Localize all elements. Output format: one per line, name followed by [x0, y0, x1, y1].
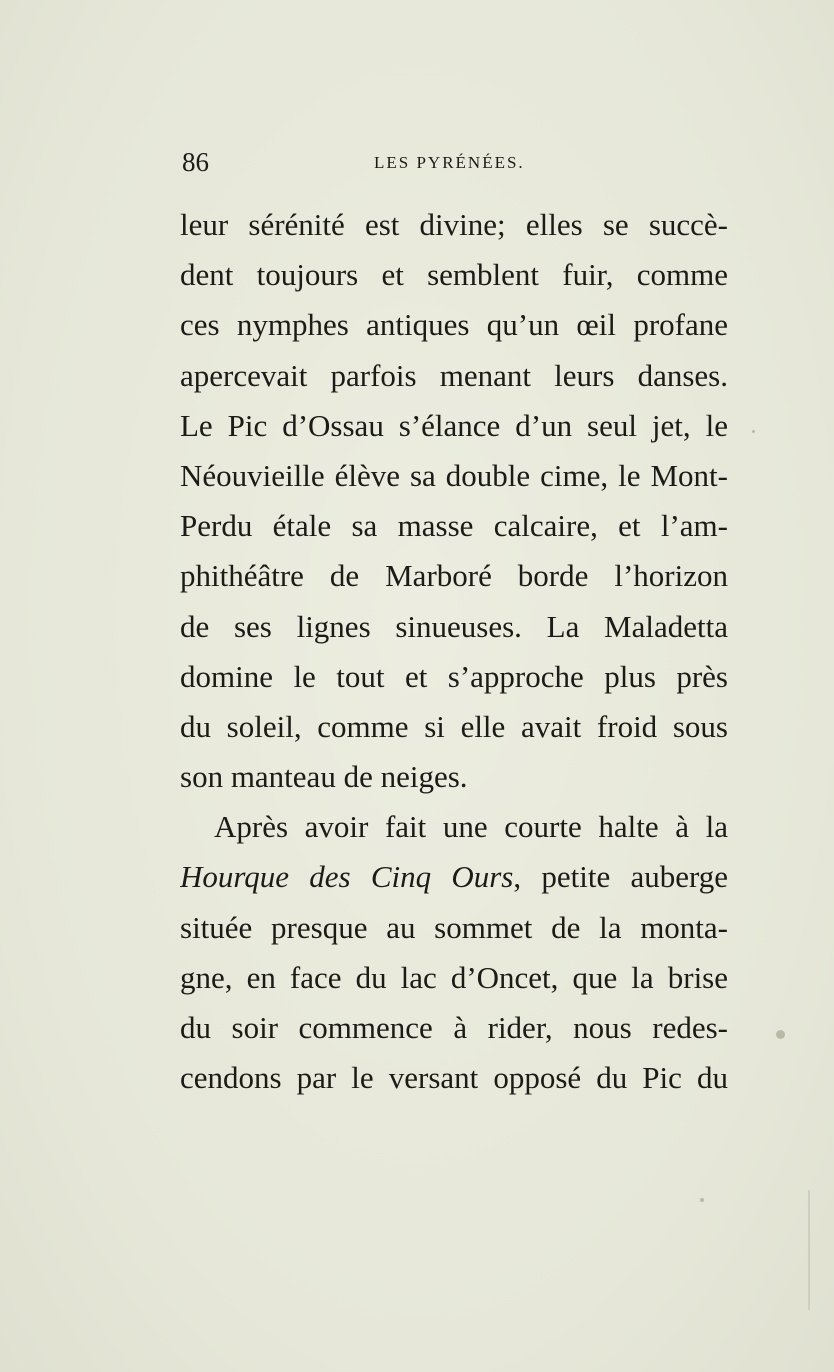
text-line: son manteau de neiges. — [180, 759, 468, 795]
running-title: LES PYRÉNÉES. — [374, 153, 525, 172]
page-number: 86 — [182, 147, 209, 177]
text-line: Le Pic d’Ossau s’élance d’un seul jet, le — [180, 407, 728, 443]
text-line: phithéâtre de Marboré borde l’horizon — [180, 558, 728, 594]
paper-speck — [776, 1030, 785, 1039]
text-line: du soleil, comme si elle avait froid sous — [180, 708, 728, 744]
text-line: cendons par le versant opposé du Pic du — [180, 1060, 728, 1096]
text-line: Néouvieille élève sa double cime, le Mont- — [180, 457, 728, 493]
text-line: Après avoir fait une courte halte à la — [214, 809, 728, 845]
paper-speck — [700, 1198, 704, 1202]
text-line: leur sérénité est divine; elles se succè- — [180, 207, 728, 242]
body-text — [180, 200, 728, 1103]
text-line: du soir commence à rider, nous redes- — [180, 1010, 728, 1045]
text-line: Perdu étale sa masse calcaire, et l’am- — [180, 508, 728, 544]
text-line: de ses lignes sinueuses. La Maladetta — [180, 608, 728, 644]
text-line: dent toujours et semblent fuir, comme — [180, 257, 728, 293]
text-line: ces nymphes antiques qu’un œil profane — [180, 307, 728, 343]
text-line: gne, en face du lac d’Oncet, que la brise — [180, 959, 728, 995]
text-line: domine le tout et s’approche plus près — [180, 658, 728, 694]
text-line — [180, 852, 728, 902]
paper-speck — [752, 430, 755, 433]
paper-edge-mark — [808, 1190, 810, 1310]
text-line: apercevait parfois menant leurs danses. — [180, 357, 728, 393]
text-line-rest: , petite auberge — [513, 859, 728, 895]
italic-place-name: Hourque des Cinq Ours — [180, 859, 514, 895]
text-line: située presque au sommet de la monta- — [180, 909, 728, 945]
running-head — [180, 147, 728, 179]
